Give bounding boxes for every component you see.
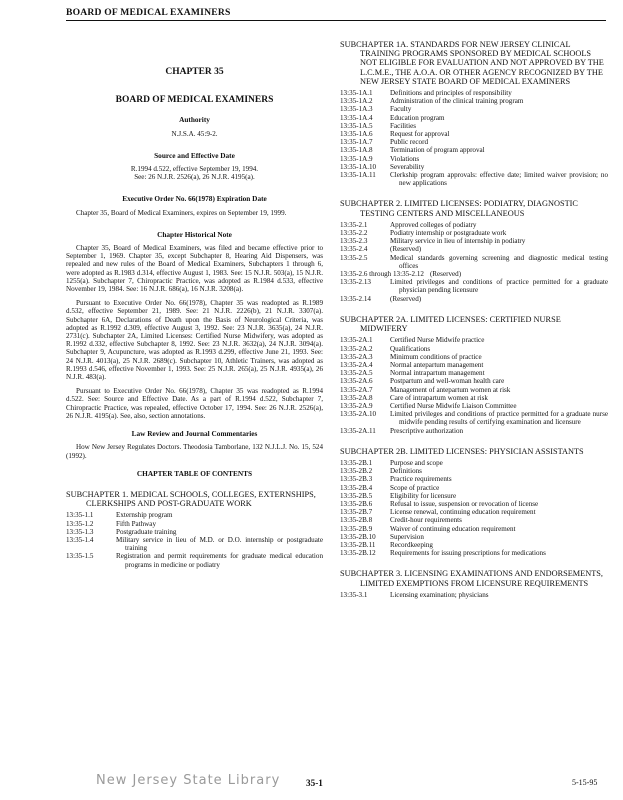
section-number: 13:35-2B.4 (340, 483, 373, 492)
section-number: 13:35-2A.5 (340, 369, 373, 378)
authority-heading: Authority (179, 115, 210, 125)
section-number: 13:35-1A.9 (340, 154, 373, 163)
toc-entry (340, 508, 608, 516)
section-title: Fifth Pathway (116, 519, 156, 528)
toc-entry (340, 171, 608, 187)
toc-entry (340, 221, 608, 229)
section-number: 13:35-1A.1 (340, 89, 373, 98)
subchapter-1-list (66, 511, 323, 568)
section-number: 13:35-2.14 (340, 294, 371, 303)
section-title: Care of intrapartum women at risk (390, 393, 488, 402)
section-number: 13:35-1A.10 (340, 162, 377, 171)
section-number: 13:35-2.5 (340, 253, 368, 262)
section-number: 13:35-1A.4 (340, 113, 373, 122)
library-logo-text: New Jersey State Library (96, 773, 281, 788)
section-number: 13:35-2B.5 (340, 491, 373, 500)
section-number: 13:35-2B.1 (340, 458, 373, 467)
section-title: Practice requirements (390, 475, 452, 484)
section-number: 13:35-2B.3 (340, 475, 373, 484)
section-title: Medical standards governing screening and diagnostic medical testing offices (390, 253, 608, 270)
section-number: 13:35-2A.4 (340, 360, 373, 369)
toc-entry (340, 295, 608, 303)
subchapter-list (340, 221, 608, 303)
toc-entry (340, 155, 608, 163)
section-title: Podiatry internship or postgraduate work (390, 229, 507, 238)
toc-entry (340, 377, 608, 385)
toc-entry (340, 353, 608, 361)
section-title: License renewal, continuing education requirement (390, 508, 536, 517)
running-header: BOARD OF MEDICAL EXAMINERS (66, 7, 606, 21)
toc-entry (66, 536, 323, 552)
toc-entry (340, 459, 608, 467)
toc-entry (66, 528, 323, 536)
section-title: Supervision (390, 532, 424, 541)
section-number: 13:35-1.5 (66, 552, 94, 561)
section-number: 13:35-2.1 (340, 220, 368, 229)
toc-entry (340, 492, 608, 500)
section-title: Requirements for issuing prescriptions for medications (390, 549, 546, 558)
section-number: 13:35-1.3 (66, 527, 94, 536)
toc-entry (66, 552, 323, 568)
section-title: Purpose and scope (390, 458, 443, 467)
historical-note-p2: Pursuant to Executive Order No. 66(1978), Chapter 35 was readopted as R.1989 d.532, effective September 21, 1989. See: 21 N.J.R. 2226(b), 21 N.J.R. 3307(a). Subchapter 6A, Declarations of Death upon the Basis of Neurological Criteria, was adopted as R.1992 d.309, effective August 3, 1992. See: 23 N.J.R. 3635(a), 24 N.J.R. 2731(c). Subchapter 2A, Limited Licenses: Certified Nurse Midwifery, was adopted as R.1992 d.332, effective Subchapter 8, 1992. See: 23 N.J.R. 3632(a), 24 N.J.R. 3094(a). Subchapter 9, Acupuncture, was adopted as R.1993 d.299, effective June 21, 1993. See: 24 N.J.R. 4013(a), 25 N.J.R. 2689(c). Subchapter 10, Athletic Trainers, was adopted as R.1993 d.546, effective November 1, 1993. See: 25 N.J.R. 265(a), 25 N.J.R. 4935(a), 26 N.J.R. 483(a). (66, 299, 323, 382)
section-title: Limited privileges and conditions of practice permitted for a graduate physician pending licensure (390, 278, 608, 295)
right-column (340, 40, 608, 599)
section-number: 13:35-2B.11 (340, 540, 376, 549)
section-title: (Reserved) (429, 270, 462, 279)
historical-note-heading: Chapter Historical Note (157, 229, 232, 239)
section-title: Eligibility for licensure (390, 491, 457, 500)
source-line-1: R.1994 d.522, effective September 19, 1994. (130, 165, 259, 174)
toc-entry (340, 549, 608, 557)
subchapter-heading: SUBCHAPTER 1A. STANDARDS FOR NEW JERSEY CLINICAL TRAINING PROGRAMS SPONSORED BY MEDICAL SCHOOLS NOT ELIGIBLE FOR EVALUATION AND NOT APPROVED BY THE L.C.M.E., THE A.O.A. OR OTHER AGENCY RECOGNIZED BY THE NEW JERSEY STATE BOARD OF MEDICAL EXAMINERS (340, 40, 604, 86)
source-line-2: See: 26 N.J.R. 2526(a), 26 N.J.R. 4195(a). (134, 173, 255, 182)
section-title: Postgraduate training (116, 527, 177, 536)
section-title: Qualifications (390, 344, 431, 353)
subchapter-heading: SUBCHAPTER 2. LIMITED LICENSES: PODIATRY, DIAGNOSTIC TESTING CENTERS AND MISCELLANEOUS (340, 199, 578, 218)
section-number: 13:35-2A.3 (340, 352, 373, 361)
historical-note-p1: Chapter 35, Board of Medical Examiners, was filed and became effective prior to September 1, 1969. Chapter 35, except Subchapter 8, Hearing Aid Dispensers, was repealed and new rules of the Board of Medical Examiners, Subchapters 1 through 6, were adopted as R.1983 d.314, effective August 1, 1983. See: 15 N.J.R. 503(a), 15 N.J.R. 1255(a). Subchapter 7, Chiropractic Practice, was adopted as R.1984 d.533, effective November 19, 1984. See: 16 N.J.R. 686(a), 16 N.J.R. 3208(a). (66, 244, 323, 294)
exec-order-heading: Executive Order No. 66(1978) Expiration Date (122, 194, 267, 204)
section-title: Certified Nurse Midwife practice (390, 336, 485, 345)
section-title: Education program (390, 113, 445, 122)
section-number: 13:35-2B.9 (340, 524, 373, 533)
section-number: 13:35-2.4 (340, 245, 368, 254)
authority-text: N.J.S.A. 45:9-2. (171, 129, 218, 138)
section-title: Request for approval (390, 130, 450, 139)
subchapter-1-heading: SUBCHAPTER 1. MEDICAL SCHOOLS, COLLEGES, EXTERNSHIPS, CLERKSHIPS AND POST-GRADUATE WORK (66, 489, 316, 509)
toc-entry (340, 386, 608, 394)
toc-entry (340, 278, 608, 294)
law-review-heading: Law Review and Journal Commentaries (131, 429, 258, 439)
toc-entry (340, 163, 608, 171)
section-title: Military service in lieu of internship in podiatry (390, 237, 526, 246)
section-number: 13:35-2B.2 (340, 467, 373, 476)
section-title: Definitions (390, 467, 422, 476)
toc-entry (340, 237, 608, 245)
section-number: 13:35-1A.11 (340, 171, 376, 180)
section-number: 13:35-2A.8 (340, 393, 373, 402)
section-title: Externship program (116, 511, 173, 520)
section-title: Public record (390, 138, 429, 147)
section-title: Recordkeeping (390, 540, 433, 549)
section-title: Severability (390, 162, 425, 171)
section-number: 13:35-2.3 (340, 237, 368, 246)
toc-entry (340, 89, 608, 97)
toc-entry (340, 500, 608, 508)
toc-entry (340, 345, 608, 353)
section-number: 13:35-1A.2 (340, 97, 373, 106)
section-title: Minimum conditions of practice (390, 352, 482, 361)
section-number: 13:35-2.2 (340, 229, 368, 238)
section-number: 13:35-1.1 (66, 511, 94, 520)
toc-entry (340, 427, 608, 435)
toc-heading: CHAPTER TABLE OF CONTENTS (136, 468, 253, 478)
section-number: 13:35-2A.11 (340, 426, 376, 435)
toc-entry (340, 105, 608, 113)
section-number: 13:35-2A.9 (340, 401, 373, 410)
toc-entry (340, 394, 608, 402)
section-title: Violations (390, 154, 420, 163)
toc-entry (340, 97, 608, 105)
toc-entry (340, 541, 608, 549)
toc-entry (340, 336, 608, 344)
revision-date: 5-15-95 (572, 778, 598, 787)
toc-entry (340, 361, 608, 369)
section-title: Credit-hour requirements (390, 516, 462, 525)
subchapter-list (340, 591, 608, 599)
section-title: Certified Nurse Midwife Liaison Committee (390, 401, 517, 410)
section-number: 13:35-2B.8 (340, 516, 373, 525)
section-title: Prescriptive authorization (390, 426, 464, 435)
section-title: Facilities (390, 121, 417, 130)
toc-entry (340, 369, 608, 377)
toc-entry (340, 122, 608, 130)
section-number: 13:35-2.13 (340, 278, 371, 287)
section-number: 13:35-1A.3 (340, 105, 373, 114)
section-title: Faculty (390, 105, 412, 114)
section-number: 13:35-1.4 (66, 535, 94, 544)
section-number: 13:35-1.2 (66, 519, 94, 528)
section-title: Approved colleges of podiatry (390, 220, 477, 229)
section-title: (Reserved) (390, 245, 422, 254)
section-number: 13:35-1A.5 (340, 121, 373, 130)
law-review-text: How New Jersey Regulates Doctors. Theodosia Tamborlane, 132 N.J.L.J. No. 15, 524 (1992). (66, 443, 323, 460)
section-title: Limited privileges and conditions of practice permitted for a graduate nurse midwife pending results of certifying examination and licensure (390, 410, 608, 427)
toc-entry (340, 484, 608, 492)
section-number: 13:35-2B.12 (340, 549, 376, 558)
subchapter-heading: SUBCHAPTER 2A. LIMITED LICENSES: CERTIFIED NURSE MIDWIFERY (340, 314, 561, 334)
section-number: 13:35-2A.1 (340, 336, 373, 345)
subchapter-list (340, 336, 608, 434)
section-number: 13:35-2A.6 (340, 377, 373, 386)
section-number: 13:35-2A.2 (340, 344, 373, 353)
toc-entry (340, 591, 608, 599)
subchapter-list (340, 89, 608, 187)
toc-entry (340, 525, 608, 533)
toc-entry (340, 229, 608, 237)
toc-entry (340, 254, 608, 270)
section-number: 13:35-1A.8 (340, 146, 373, 155)
toc-entry (340, 270, 608, 278)
section-title: Postpartum and well-woman health care (390, 377, 505, 386)
section-title: Refusal to issue, suspension or revocation of license (390, 499, 539, 508)
section-title: Waiver of continuing education requirement (390, 524, 516, 533)
toc-entry (340, 114, 608, 122)
toc-entry (340, 402, 608, 410)
section-number: 13:35-2B.7 (340, 508, 373, 517)
section-number: 13:35-2A.10 (340, 410, 377, 419)
section-number: 13:35-2A.7 (340, 385, 373, 394)
section-title: Military service in lieu of M.D. or D.O. internship or postgraduate training (116, 535, 323, 553)
section-title: (Reserved) (390, 294, 422, 303)
toc-entry (340, 410, 608, 426)
page-number: 35-1 (306, 778, 323, 788)
toc-entry (340, 533, 608, 541)
exec-order-text: Chapter 35, Board of Medical Examiners, expires on September 19, 1999. (76, 208, 287, 217)
section-number: 13:35-2B.6 (340, 499, 373, 508)
subchapter-heading: SUBCHAPTER 3. LICENSING EXAMINATIONS AND ENDORSEMENTS, LIMITED EXEMPTIONS FROM LICENSURE REQUIREMENTS (340, 569, 603, 588)
toc-entry (340, 475, 608, 483)
section-title: Registration and permit requirements for graduate medical education programs in medicine or podiatry (116, 552, 323, 569)
section-number: 13:35-1A.7 (340, 138, 373, 147)
section-title: Licensing examination; physicians (390, 590, 489, 599)
toc-entry (340, 245, 608, 253)
section-number: 13:35-2.6 through 13:35-2.12 (340, 270, 424, 279)
chapter-number: CHAPTER 35 (165, 67, 224, 77)
left-column (66, 40, 323, 569)
historical-note-p3: Pursuant to Executive Order No. 66(1978), Chapter 35 was readopted as R.1994 d.522. See: Source and Effective Date. As a part of R.1994 d.522, Subchapter 7, Chiropractic Practice, was repealed, effective October 17, 1994. See: 26 N.J.R. 2526(a), 26 N.J.R. 4195(a). See, also, section annotations. (66, 387, 323, 420)
subchapter-heading: SUBCHAPTER 2B. LIMITED LICENSES: PHYSICIAN ASSISTANTS (340, 446, 584, 456)
toc-entry (66, 520, 323, 528)
section-title: Definitions and principles of responsibility (390, 89, 512, 98)
toc-entry (340, 467, 608, 475)
toc-entry (66, 511, 323, 519)
section-title: Normal intrapartum management (390, 369, 485, 378)
toc-entry (340, 146, 608, 154)
section-title: Administration of the clinical training program (390, 97, 524, 106)
section-title: Termination of program approval (390, 146, 485, 155)
section-title: Clerkship program approvals: effective date; limited waiver provision; no new applications (390, 171, 608, 188)
chapter-title: BOARD OF MEDICAL EXAMINERS (115, 95, 274, 106)
toc-entry (340, 138, 608, 146)
section-title: Management of antepartum women at risk (390, 385, 511, 394)
section-title: Normal antepartum management (390, 360, 484, 369)
section-title: Scope of practice (390, 483, 440, 492)
section-number: 13:35-2B.10 (340, 532, 376, 541)
source-heading: Source and Effective Date (154, 150, 235, 160)
section-number: 13:35-3.1 (340, 590, 368, 599)
section-number: 13:35-1A.6 (340, 130, 373, 139)
subchapter-list (340, 459, 608, 557)
toc-entry (340, 130, 608, 138)
toc-entry (340, 516, 608, 524)
